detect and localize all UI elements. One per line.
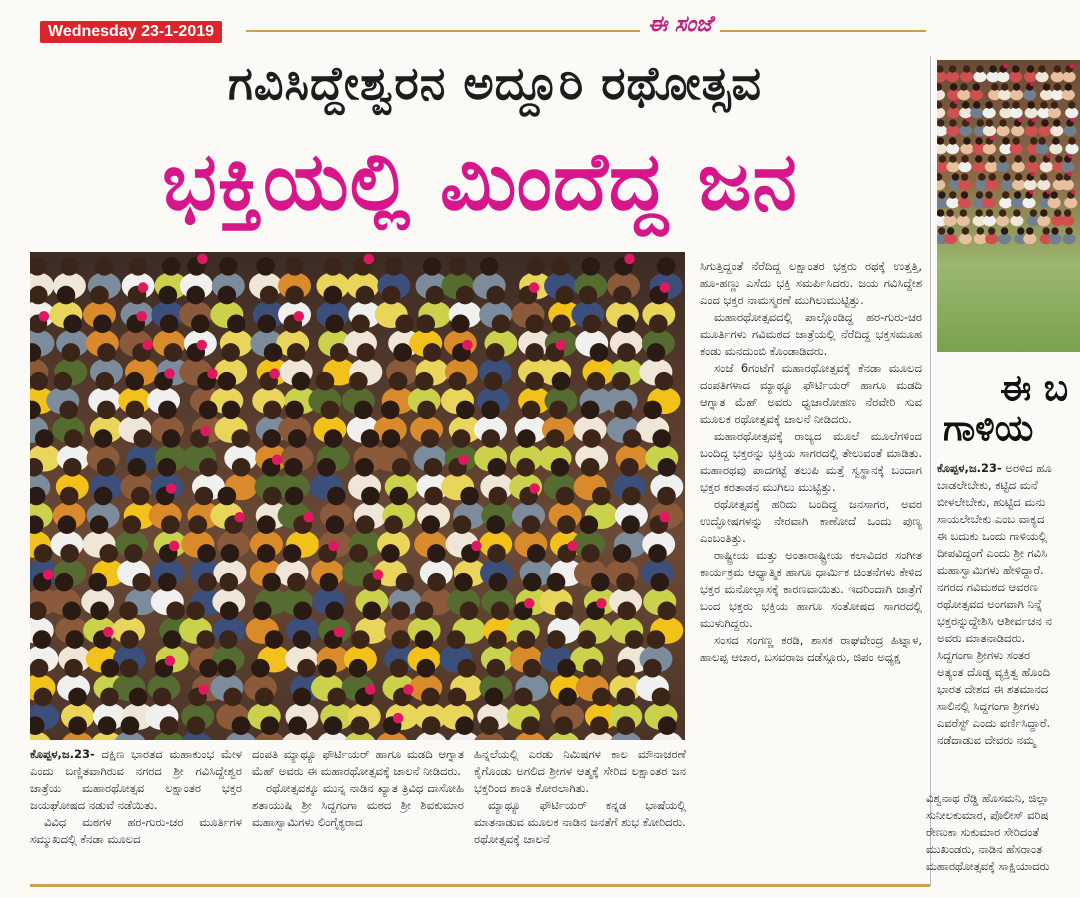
article-paragraph: ರಾಷ್ಟ್ರೀಯ ಮತ್ತು ಅಂತಾರಾಷ್ಟ್ರೀಯ ಕಲಾವಿದರ ಸಂಗೀತ ಕಾರ್ಯಕ್ರಮ ಆಧ್ಯಾತ್ಮಿಕ ಹಾಗೂ ಧಾರ್ಮಿಕ ಚಿಂತನೆಗಳು ಕೇಳಿದ ಭಕ್ತರ ಮನೋಲ್ಲಾಸಕ್ಕೆ ಕಾರಣವಾಯಿತು. ಇದರಿಂದಾಗಿ ಜಾತ್ರೆಗೆ ಬಂದ ಭಕ್ತರು ಭಕ್ತಿಯ ಹಾಗೂ ಸಂತೋಷದ ಸಾಗರದಲ್ಲಿ ಮುಳುಗಿದ್ದರು. xyxy=(700,548,922,630)
article-paragraph: ಸಂಸದ ಸಂಗಣ್ಣ ಕರಡಿ, ಶಾಸಕ ರಾಘವೇಂದ್ರ ಹಿಟ್ನಾಳ, ಹಾಲಪ್ಪ ಆಚಾರ, ಬಸವರಾಜ ದಡೆಸ್ಗೂರು, ಜಿಪಂ ಅಧ್ಯಕ್ಷ xyxy=(700,633,922,664)
side-story-bottom xyxy=(926,790,1080,875)
side-story-line: ಸಾಲಿನಲ್ಲಿ ಸಿದ್ದಗಂಗಾ ಶ್ರೀಗಳು xyxy=(937,699,1040,713)
side-story-line: ಭಕ್ತರನ್ನುದ್ದೇಶಿಸಿ ಆಶೀರ್ವಚನ ನ xyxy=(937,614,1052,628)
side-story-photo xyxy=(937,60,1080,352)
article-paragraph: ಮ್ಯಾಥ್ಯೂ ಫೌರ್ಟಿಯರ್ ಕನ್ನಡ ಭಾಷೆಯಲ್ಲಿ ಮಾತನಾಡುವ ಮೂಲಕ ನಾಡಿನ ಜನತೆಗೆ ಶುಭ ಕೋರಿದರು. ರಥೋತ್ಸವಕ್ಕೆ ಚಾಲನೆ xyxy=(474,798,686,846)
side-dateline: ಕೊಪ್ಪಳ,ಜ.23- xyxy=(937,461,1002,475)
side-story-line: ಭಾರತ ದೇಶದ ಈ ಶತಮಾನದ xyxy=(937,682,1049,696)
side-story-line: ಬೀಳಲೇಬೇಕು, ಹುಟ್ಟಿದ ಮನು xyxy=(937,495,1046,509)
side-story-line: ರಥೋತ್ಸವದ ಅಂಗವಾಗಿ ನಿನ್ನೆ xyxy=(937,597,1043,611)
side-story-headline-1: ಈ ಬ xyxy=(1000,368,1069,409)
article-paragraph: ವಿವಿಧ ಮಠಗಳ ಹರ-ಗುರು-ಚರ ಮೂರ್ತಿಗಳ ಸಮ್ಮುಖದಲ್ಲಿ ಕೆನಡಾ ಮೂಲದ xyxy=(30,815,242,846)
article-paragraph xyxy=(30,746,242,814)
side-story-line: ನಗರದ ಗವಿಮಠದ ಆವರಣ xyxy=(937,580,1038,594)
article-column-1 xyxy=(30,746,242,848)
side-story-line: ಸಿದ್ದಗಂಗಾ ಶ್ರೀಗಳು ಸಂತರ xyxy=(937,648,1031,662)
side-story-headline-2: ಗಾಳಿಯ xyxy=(943,408,1034,449)
dateline: ಕೊಪ್ಪಳ,ಜ.23- xyxy=(30,747,95,761)
rathotsava-crowd-photo xyxy=(30,252,685,740)
side-story-line: ವಿಶ್ವನಾಥ ರೆಡ್ಡಿ ಹೊಸಮನಿ, ಜಿಲ್ಲಾ xyxy=(926,791,1050,805)
article-paragraph: ಮಹಾರಥೋತ್ಸವದಲ್ಲಿ ಪಾಲ್ಗೊಂಡಿದ್ದ ಹರ-ಗುರು-ಚರ ಮೂರ್ತಿಗಳು ಗವಿಮಠದ ಜಾತ್ರೆಯಲ್ಲಿ ನೆರೆದಿದ್ದ ಭಕ್ತಸಮೂಹ ಕಂಡು ಮನದುಂಬಿ ಕೊಂಡಾಡಿದರು. xyxy=(700,310,922,358)
article-text: ದಕ್ಷಿಣ ಭಾರತದ ಮಹಾಕುಂಭ ಮೇಳ ಎಂದು ಬಣ್ಣಿತವಾಗಿರುವ ನಗರದ ಶ್ರೀ ಗವಿಸಿದ್ದೇಶ್ವರ ಜಾತ್ರೆಯ ಮಹಾರಥೋತ್ಸವ ಲಕ್ಷಾಂತರ ಭಕ್ತರ ಜಯಘೋಷದ ನಡುವೆ ನಡೆಯಿತು. xyxy=(30,747,242,812)
issue-date: Wednesday 23-1-2019 xyxy=(40,21,222,43)
side-story-line: ಈ ಬದುಕು ಒಂದು ಗಾಳಿಯಲ್ಲಿ xyxy=(937,529,1048,543)
side-crowd-illustration xyxy=(937,60,1080,352)
top-bar xyxy=(0,0,1080,48)
headline-highlight: ಭಕ್ತಿಯಲ್ಲಿ ಮಿಂದೆದ್ದ xyxy=(162,135,698,228)
column-divider xyxy=(930,56,931,886)
side-story-line: ನಡೆದಾಡುವ ದೇವರು ನಮ್ಮ xyxy=(937,733,1036,747)
side-story-text-span: ಅರಳಿದ ಹೂ xyxy=(1005,461,1052,475)
side-story-line: ಸುನೀಲಕುಮಾರ, ಪೊಲೀಸ್ ವರಿಷ xyxy=(926,808,1049,822)
article-paragraph: ಸಂಜೆ 6ಗಂಟೆಗೆ ಮಹಾರಥೋತ್ಸವಕ್ಕೆ ಕೆನಡಾ ಮೂಲದ ದಂಪತಿಗಳಾದ ಮ್ಯಾಥ್ಯೂ ಫೌರ್ಟಿಯರ್ ಹಾಗೂ ಮಡದಿ ಆಗ್ನಾತ ಮೆಹ್ ಅವರು ಧ್ವಜಾರೋಹಣ ನೆರವೇರಿ ಸುವ ಮೂಲಕ ರಥೋತ್ಸವಕ್ಕೆ ಚಾಲನೆ ನೀಡಿದರು. xyxy=(700,361,922,426)
side-story-line: ಎವರೆಸ್ಟ್ ಎಂದು ವರ್ಣಿಸಿದ್ದಾರೆ. xyxy=(937,716,1051,730)
side-story-line: ಅತ್ಯಂತ ದೊಡ್ಡ ವ್ಯಕ್ತಿತ್ವ ಹೊಂದಿ xyxy=(937,665,1051,679)
side-story-line xyxy=(937,460,1080,477)
side-story-line: ಮುಖಂಡರು, ನಾಡಿನ ಹೆಸರಾಂತ xyxy=(926,842,1043,856)
article-column-2 xyxy=(252,746,464,831)
headline-end-word: ಜನ xyxy=(697,135,798,228)
article-paragraph: ಮಹಾರಥೋತ್ಸವಕ್ಕೆ ರಾಜ್ಯದ ಮೂಲೆ ಮೂಲೆಗಳಿಂದ ಬಂದಿದ್ದ ಭಕ್ತರನ್ನು ಭಕ್ತಿಯ ಸಾಗರದಲ್ಲಿ ತೇಲುವಂತೆ ಮಾಡಿತು. ಮಹಾರಥವು ಪಾದಗಟ್ಟೆ ತಲುಪಿ ಮತ್ತೆ ಸ್ವಸ್ಥಾನಕ್ಕೆ ಬಂದಾಗ ಭಕ್ತರ ಕರತಾಡನ ಮುಗಿಲು ಮುಟ್ಟಿತ್ತು. xyxy=(700,429,922,494)
side-story-line: ದೀಪವಿದ್ದಂಗೆ ಎಂದು ಶ್ರೀ ಗವಿಸಿ xyxy=(937,546,1048,560)
side-story-line: ಮಹಾಸ್ವಾಮಿಗಳು ಹೇಳಿದ್ದಾರೆ. xyxy=(937,563,1044,577)
article-column-3 xyxy=(474,746,686,848)
crowd-illustration xyxy=(30,252,685,740)
top-rule xyxy=(246,30,926,32)
article-paragraph: ರಥೋತ್ಸವಕ್ಕೂ ಮುನ್ನ ನಾಡಿನ ಖ್ಯಾತ ತ್ರಿವಿಧ ದಾಸೋಹಿ ಶತಾಯುಷಿ ಶ್ರೀ ಸಿದ್ದಗಂಗಾ ಮಠದ ಶ್ರೀ ಶಿವಕುಮಾರ ಮಹಾಸ್ವಾಮಿಗಳು ಲಿಂಗೈಕ್ಯರಾದ xyxy=(252,781,464,829)
side-story-line: ರೇಣುಕಾ ಸುಕುಮಾರ ಸೇರಿದಂತೆ xyxy=(926,825,1039,839)
side-story-line: ಅವರು ಮಾತನಾಡಿದರು. xyxy=(937,631,1025,645)
headline-line-1: ಗವಿಸಿದ್ದೇಶ್ವರನ ಅದ್ದೂರಿ ರಥೋತ್ಸವ xyxy=(227,56,763,110)
side-story-line: ಬಾಡಲೇಬೇಕು, ಕಟ್ಟಿದ ಮನೆ xyxy=(937,478,1038,492)
paper-logo: ಈ ಸಂಜೆ xyxy=(640,12,720,37)
article-paragraph: ಸಿಗುತ್ತಿದ್ದಂತೆ ನೆರೆದಿದ್ದ ಲಕ್ಷಾಂತರ ಭಕ್ತರು ರಥಕ್ಕೆ ಉತ್ತತ್ತಿ, ಹೂ-ಹಣ್ಣು ಎಸೆದು ಭಕ್ತಿ ಸಮರ್ಪಿಸಿದರು. ಜಯ ಗವಿಸಿದ್ದೇಶ ಎಂದ ಭಕ್ತರ ನಾಮಸ್ಮರಣೆ ಮುಗಿಲುಮುಟ್ಟಿತ್ತು. xyxy=(700,259,922,307)
article-paragraph: ದಂಪತಿ ಮ್ಯಾಥ್ಯೂ ಫೌರ್ಟಿಯರ್ ಹಾಗೂ ಮಡದಿ ಆಗ್ನಾತ ಮೆಹ್ ಅವರು ಈ ಮಹಾರಥೋತ್ಸವಕ್ಕೆ ಚಾಲನೆ ನೀಡಿದರು. xyxy=(252,747,464,778)
side-story-line: ಸಾಯಲೇಬೇಕು ಎಂಬ ವಾಕ್ಯದ xyxy=(937,512,1045,526)
headline-line-2 xyxy=(30,132,930,232)
side-story-line: ಮಹಾರಥೋತ್ಸವಕ್ಕೆ ಸಾಕ್ಷಿಯಾದರು xyxy=(926,859,1050,873)
footer-rule xyxy=(30,884,930,887)
article-paragraph: ಹಿನ್ನಲೆಯಲ್ಲಿ ಎರಡು ನಿಮಿಷಗಳ ಕಾಲ ಮೌನಾಚರಣೆ ಕೈಗೊಂಡು ಅಗಲಿದ ಶ್ರೀಗಳ ಆತ್ಮಕ್ಕೆ ಸೇರಿದ ಲಕ್ಷಾಂತರ ಜನ ಭಕ್ತರಿಂದ ಶಾಂತಿ ಕೋರಲಾಗಿತು. xyxy=(474,747,686,795)
article-paragraph: ರಥೋತ್ಸವಕ್ಕೆ ಹರಿದು ಬಂದಿದ್ದ ಜನಸಾಗರ, ಅವರ ಉದ್ಘೋಷಗಳನ್ನು ನೇರವಾಗಿ ಕಾಣೋದೆ ಒಂದು ಪುಣ್ಯ ಎಂಬಂತಿತ್ತು. xyxy=(700,497,922,545)
side-story-text xyxy=(937,460,1080,749)
article-column-right xyxy=(700,258,922,666)
